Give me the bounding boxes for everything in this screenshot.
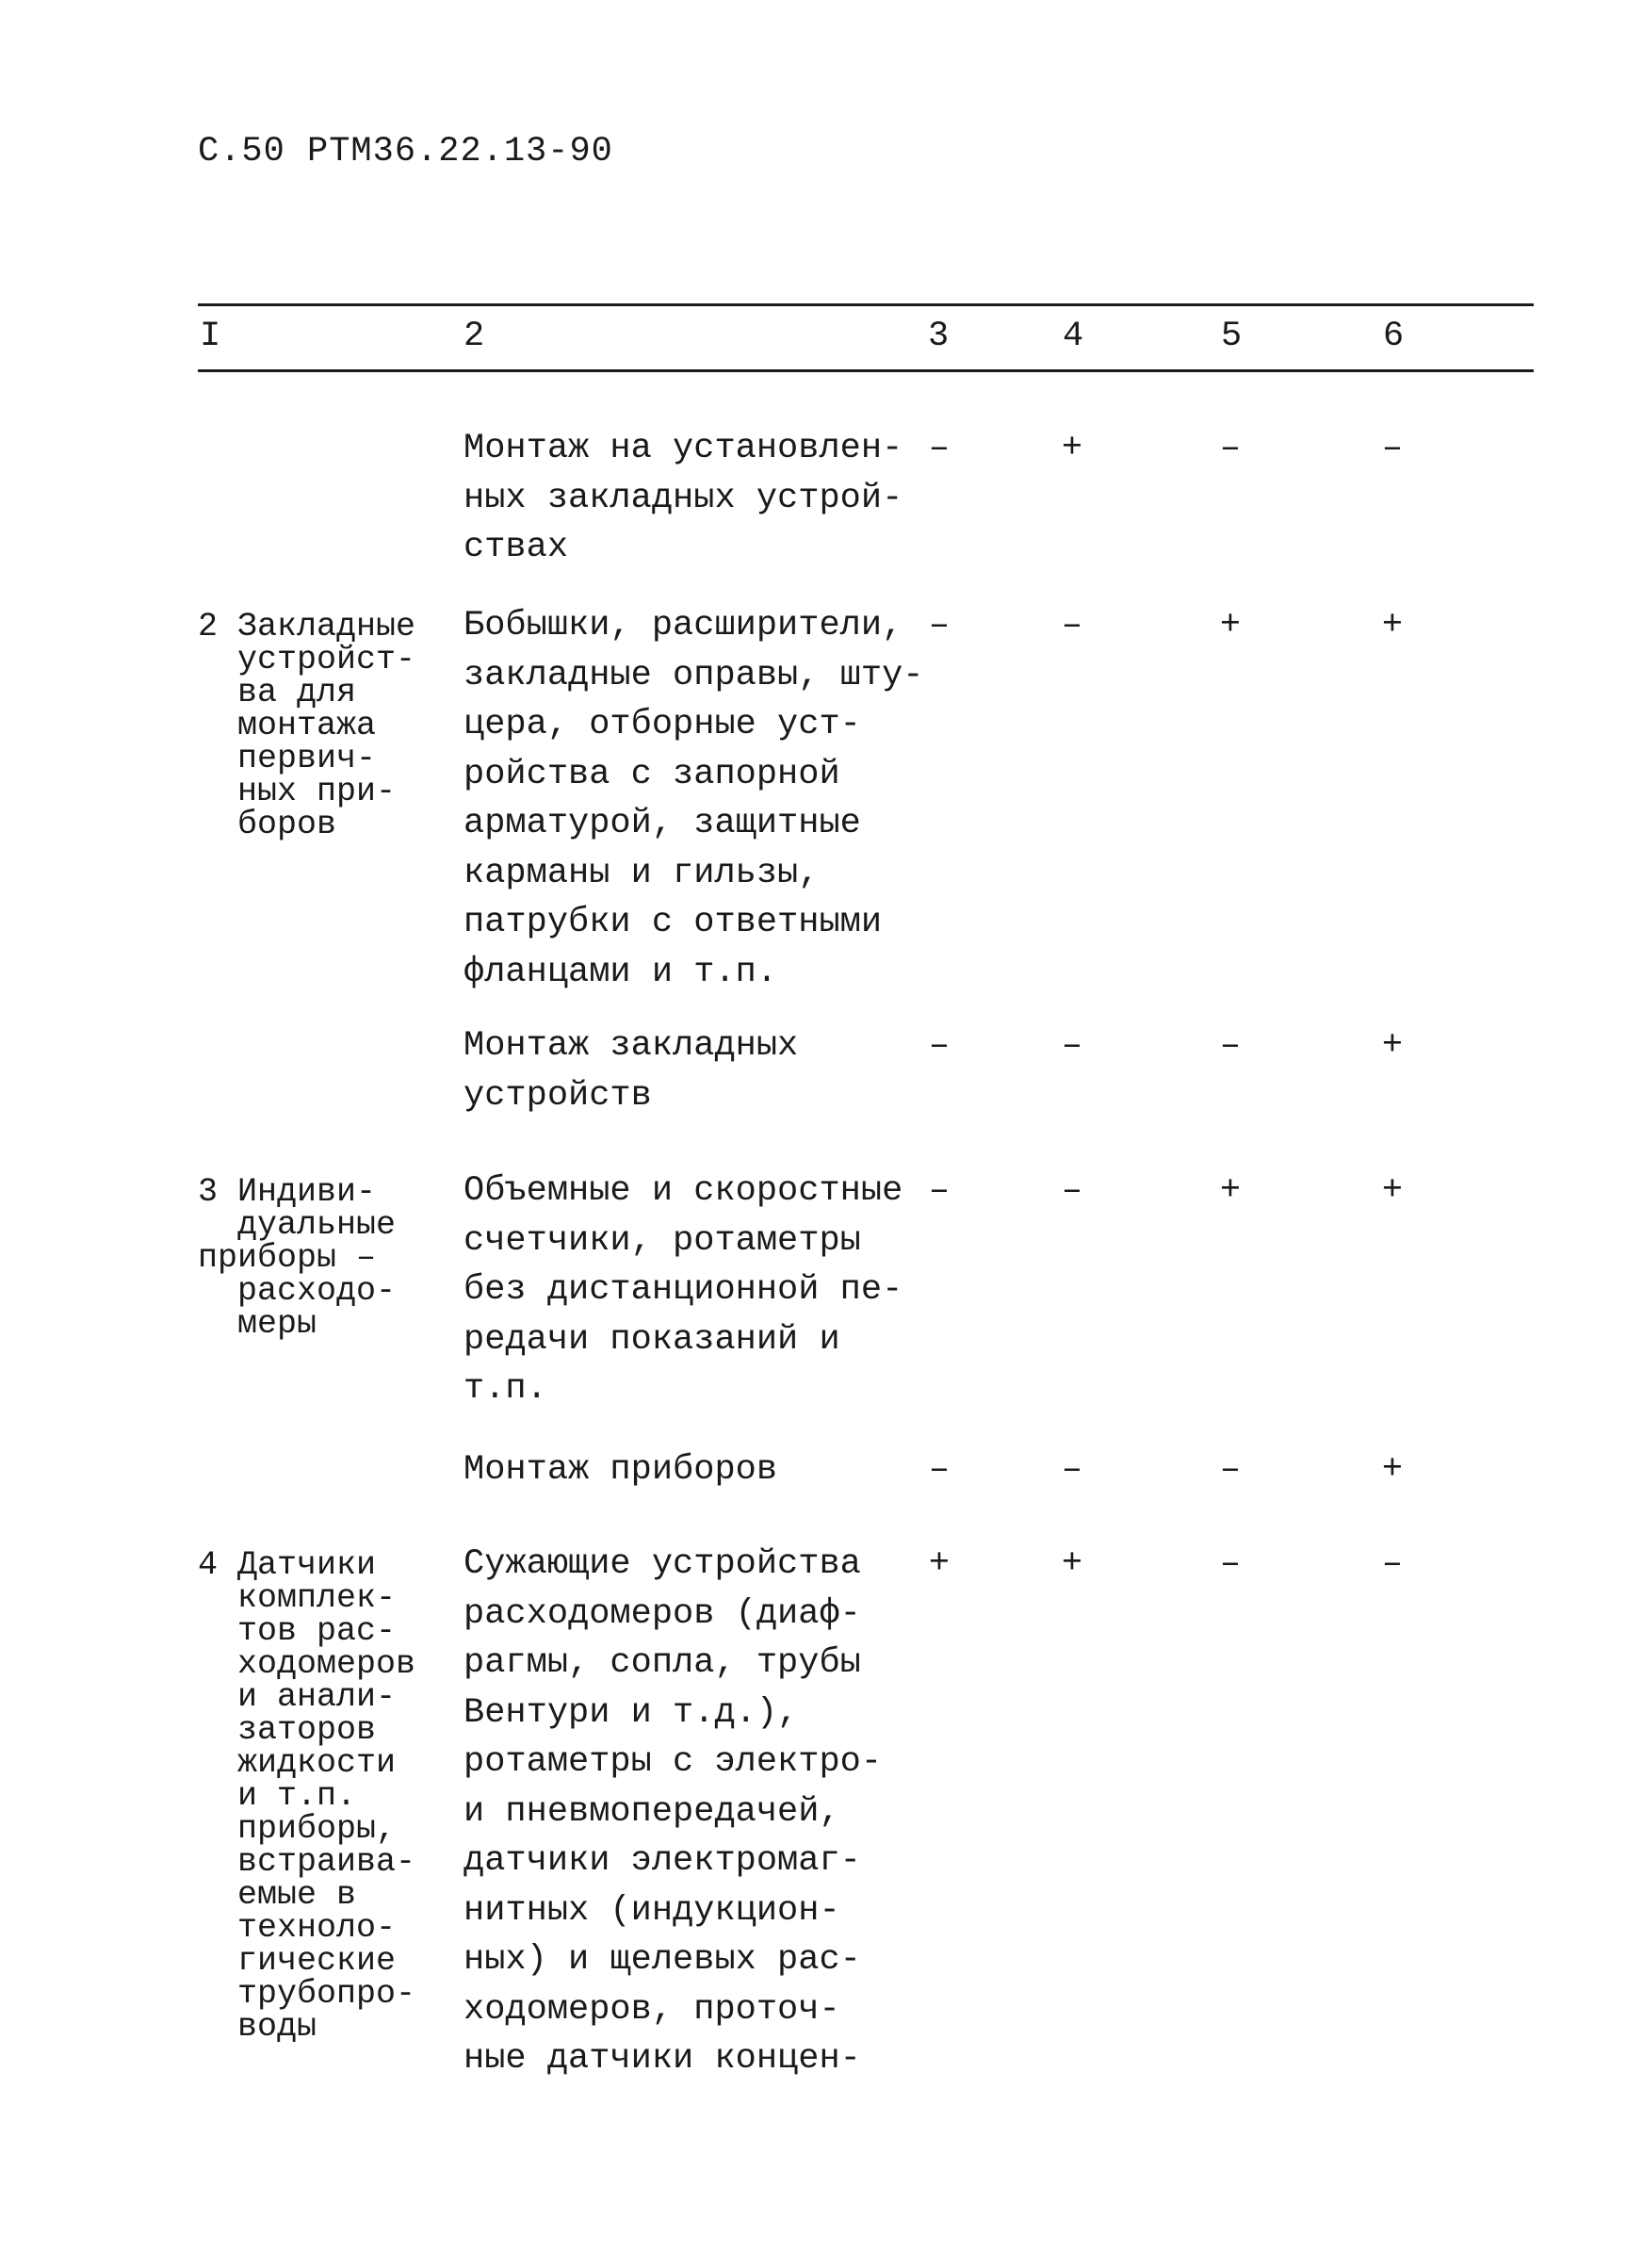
description-line: Монтаж закладных xyxy=(463,1026,799,1066)
row-description xyxy=(463,1445,935,1495)
description-line: Вентури и т.д.), xyxy=(463,1692,799,1733)
description-line: Монтаж приборов xyxy=(463,1450,778,1490)
mark-col4: – xyxy=(1061,1171,1083,1211)
mark-col3: + xyxy=(928,1544,951,1584)
row-description xyxy=(463,1167,935,1414)
category-line: ходомеров xyxy=(237,1645,416,1683)
mark-col6: – xyxy=(1381,1544,1404,1584)
description-line: цера, отборные уст- xyxy=(463,705,861,744)
description-line: устройств xyxy=(463,1075,652,1116)
category-line: Датчики xyxy=(237,1546,377,1584)
description-line: счетчики, ротаметры xyxy=(463,1220,861,1261)
category-line: тов рас- xyxy=(237,1612,397,1650)
category-line: устройст- xyxy=(237,641,416,678)
description-line: рагмы, сопла, трубы xyxy=(463,1643,861,1683)
column-header-3: 3 xyxy=(928,317,950,356)
row-number: 4 xyxy=(198,1546,219,1584)
description-line: расходомеров (диаф- xyxy=(463,1593,861,1634)
category-line: боров xyxy=(237,806,337,843)
row-description xyxy=(463,424,935,573)
column-header-4: 4 xyxy=(1063,317,1084,356)
description-line: ные датчики концен- xyxy=(463,2039,861,2079)
category-line: воды xyxy=(237,2008,317,2046)
description-line: ных закладных устрой- xyxy=(463,478,903,518)
row-number: 2 xyxy=(198,608,219,645)
column-header-6: 6 xyxy=(1383,317,1405,356)
mark-col5: + xyxy=(1219,1171,1242,1211)
category-line: расходо- xyxy=(237,1272,397,1310)
row-description xyxy=(463,601,935,997)
column-header-1: I xyxy=(200,317,221,356)
category-line: ва для xyxy=(237,674,357,711)
category-line: и т.п. xyxy=(237,1777,357,1815)
mark-col6: – xyxy=(1381,429,1404,468)
mark-col4: + xyxy=(1061,1544,1083,1584)
category-line: жидкости xyxy=(237,1744,397,1782)
category-line: Индиви- xyxy=(237,1173,377,1211)
description-line: ротаметры с электро- xyxy=(463,1742,883,1782)
mark-col5: + xyxy=(1219,606,1242,645)
mark-col5: – xyxy=(1219,1026,1242,1066)
row-description xyxy=(463,1540,935,2084)
category-line: дуальные xyxy=(237,1206,397,1244)
mark-col6: + xyxy=(1381,606,1404,645)
mark-col6: + xyxy=(1381,1171,1404,1211)
mark-col4: – xyxy=(1061,1450,1083,1490)
category-line: приборы, xyxy=(237,1810,397,1848)
mark-col6: + xyxy=(1381,1026,1404,1066)
description-line: датчики электромаг- xyxy=(463,1841,861,1881)
mark-col3: – xyxy=(928,1026,951,1066)
category-line: техноло- xyxy=(237,1909,397,1947)
description-line: патрубки с ответными xyxy=(463,903,883,942)
mark-col4: – xyxy=(1061,1026,1083,1066)
category-line: комплек- xyxy=(237,1579,397,1617)
category-line: трубопро- xyxy=(237,1975,416,2013)
mark-col3: – xyxy=(928,1450,951,1490)
category-line: заторов xyxy=(237,1711,377,1749)
description-line: карманы и гильзы, xyxy=(463,853,820,893)
category-line: и анали- xyxy=(237,1678,397,1716)
table-top-rule xyxy=(198,303,1534,306)
description-line: нитных (индукцион- xyxy=(463,1890,840,1931)
mark-col5: – xyxy=(1219,1450,1242,1490)
mark-col3: – xyxy=(928,1171,951,1211)
description-line: ных) и щелевых рас- xyxy=(463,1940,861,1980)
mark-col5: – xyxy=(1219,1544,1242,1584)
description-line: ройства с запорной xyxy=(463,754,840,794)
table-header-rule xyxy=(198,369,1534,372)
description-line: ходомеров, проточ- xyxy=(463,1989,840,2030)
column-header-5: 5 xyxy=(1221,317,1243,356)
description-line: Бобышки, расширители, xyxy=(463,606,903,645)
category-line: первич- xyxy=(237,740,377,777)
mark-col4: + xyxy=(1061,429,1083,468)
category-line: монтажа xyxy=(237,707,377,744)
description-line: т.п. xyxy=(463,1369,547,1409)
row-number: 3 xyxy=(198,1173,219,1211)
category-line: емые в xyxy=(237,1876,357,1914)
category-line: ных при- xyxy=(237,773,397,810)
description-line: закладные оправы, шту- xyxy=(463,655,924,695)
category-line: меры xyxy=(237,1305,317,1343)
row-description xyxy=(463,1021,935,1120)
description-line: ствах xyxy=(463,528,569,567)
description-line: Сужающие устройства xyxy=(463,1544,861,1584)
description-line: арматурой, защитные xyxy=(463,804,861,843)
mark-col6: + xyxy=(1381,1450,1404,1490)
category-line: встраива- xyxy=(237,1843,416,1881)
description-line: Объемные и скоростные xyxy=(463,1171,903,1211)
page-header: С.50 РТМ36.22.13-90 xyxy=(198,132,613,171)
description-line: без дистанционной пе- xyxy=(463,1270,903,1310)
category-line: Закладные xyxy=(237,608,416,645)
description-line: и пневмопередачей, xyxy=(463,1791,840,1832)
description-line: фланцами и т.п. xyxy=(463,952,778,992)
category-line: гические xyxy=(237,1942,397,1980)
mark-col3: – xyxy=(928,429,951,468)
mark-col4: – xyxy=(1061,606,1083,645)
mark-col3: – xyxy=(928,606,951,645)
column-header-2: 2 xyxy=(463,317,485,356)
description-line: редачи показаний и xyxy=(463,1319,840,1360)
description-line: Монтаж на установлен- xyxy=(463,429,903,468)
category-line: приборы – xyxy=(198,1239,377,1277)
mark-col5: – xyxy=(1219,429,1242,468)
